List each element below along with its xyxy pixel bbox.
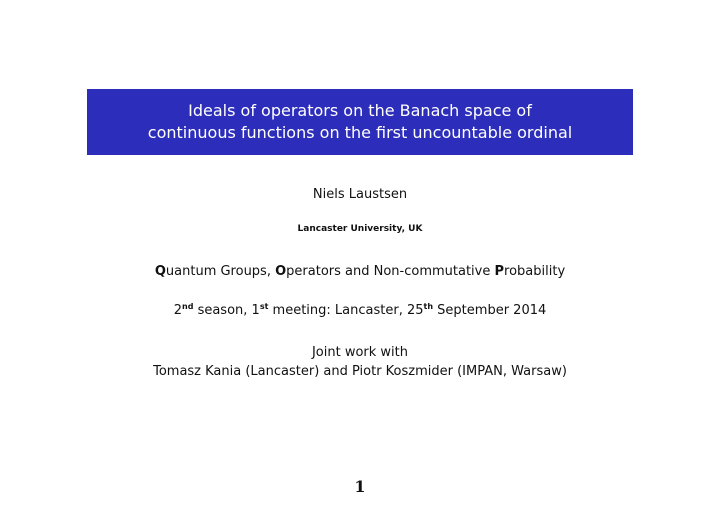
series-name (0, 264, 720, 279)
date-rest: September 2014 (433, 303, 547, 318)
series-o-letter: O (275, 264, 287, 279)
day-suffix: th (423, 302, 434, 311)
title-line-2: continuous functions on the first uncountable ordinal (147, 123, 573, 142)
author-name: Niels Laustsen (312, 187, 408, 202)
season-text: season, (193, 303, 252, 318)
meeting-text: meeting: Lancaster, (268, 303, 407, 318)
page-number: 1 (354, 477, 366, 496)
season-suffix: nd (182, 302, 194, 311)
series-o-rest: perators and Non-commutative (286, 264, 495, 279)
series-q-letter: Q (154, 264, 166, 279)
coauthors: Tomasz Kania (Lancaster) and Piotr Koszmider (IMPAN, Warsaw) (153, 364, 567, 379)
season-number: 2 (173, 303, 183, 318)
meeting-suffix: st (259, 302, 269, 311)
meeting-info (0, 303, 720, 318)
affiliation: Lancaster University, UK (297, 224, 423, 234)
series-p-letter: P (494, 264, 505, 279)
title-line-1: Ideals of operators on the Banach space of (188, 101, 532, 120)
joint-work-label: Joint work with (311, 345, 409, 360)
day-number: 25 (406, 303, 424, 318)
title-box (87, 89, 633, 155)
series-q-rest: uantum Groups, (165, 264, 276, 279)
series-p-rest: robability (504, 264, 566, 279)
meeting-number: 1 (251, 303, 260, 318)
